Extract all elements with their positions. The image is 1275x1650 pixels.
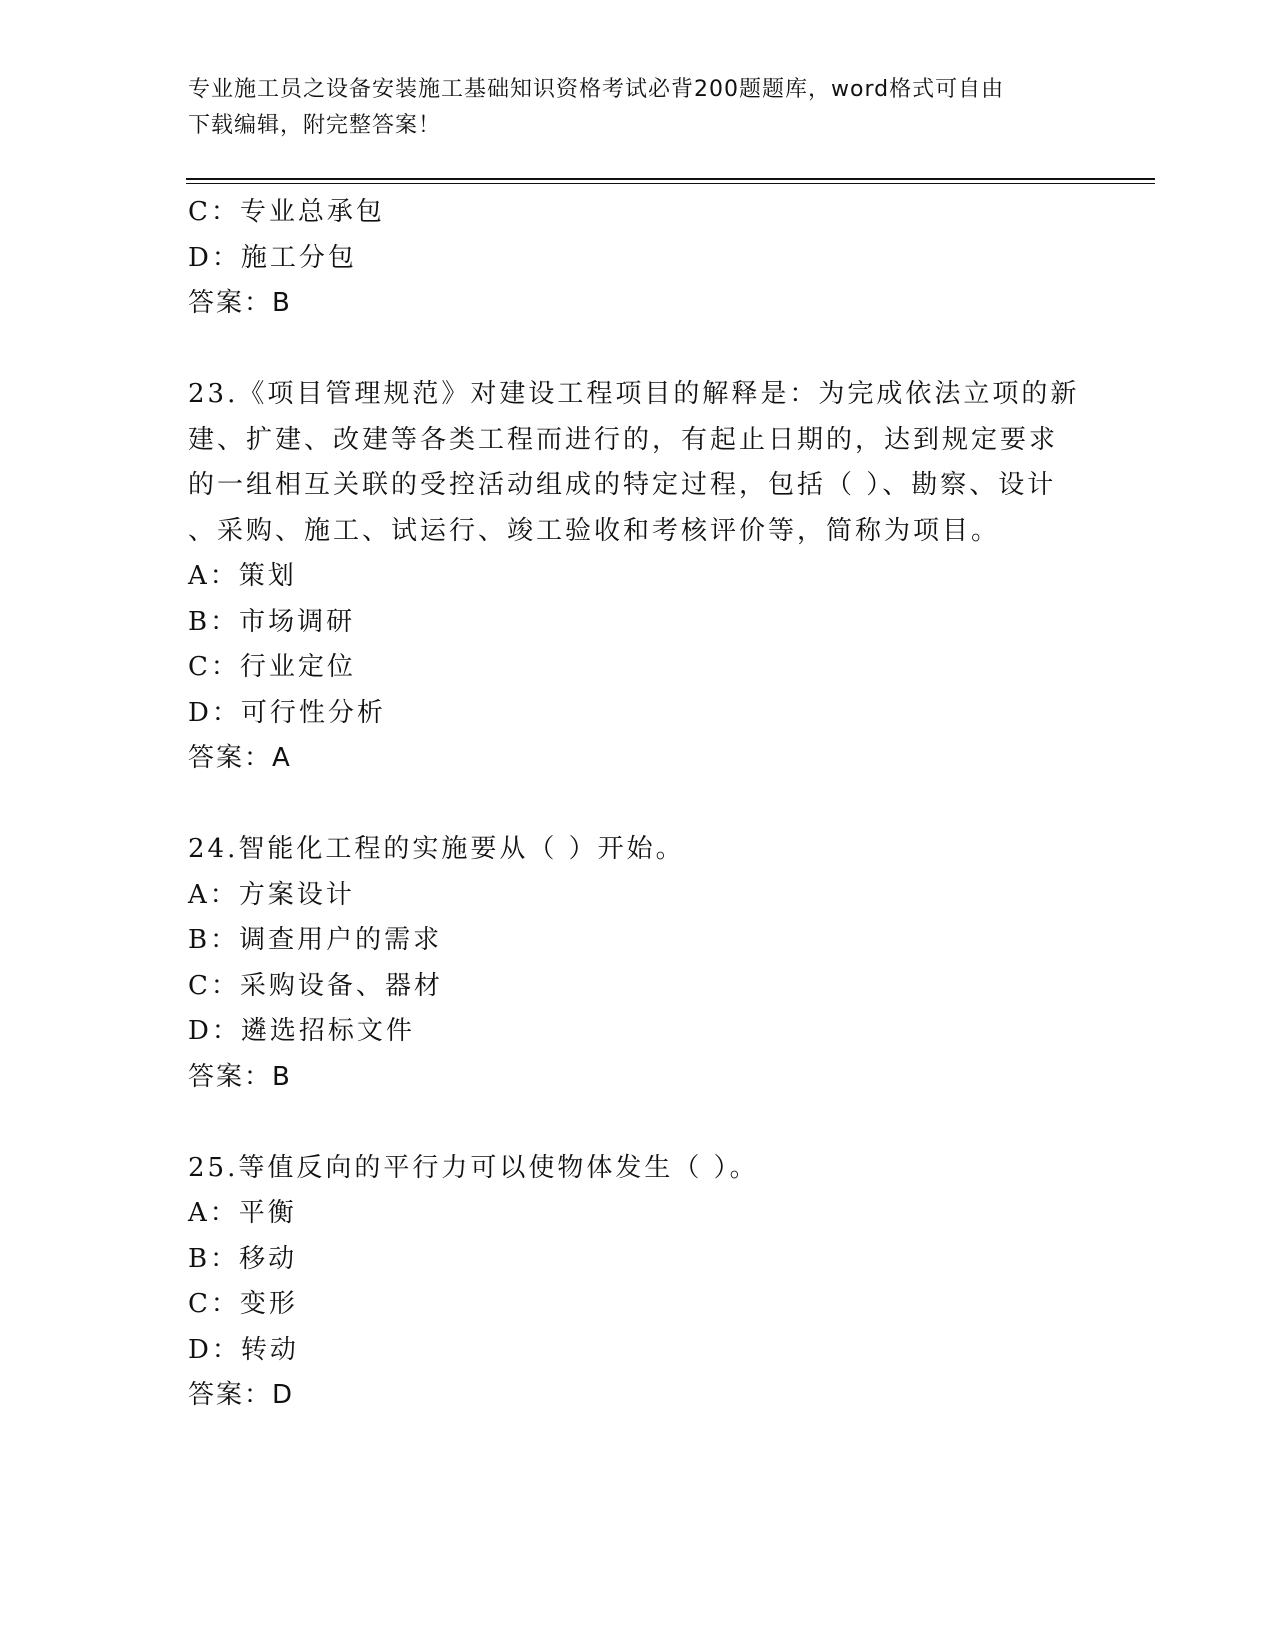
question-stem-line: 的一组相互关联的受控活动组成的特定过程，包括（ ）、勘察、设计	[188, 470, 1057, 500]
header-line-1: 专业施工员之设备安装施工基础知识资格考试必背200题题库，word格式可自由	[188, 77, 1005, 102]
option-d: D：转动	[188, 1334, 299, 1365]
question-spacer	[188, 782, 1088, 828]
answer-line: 答案：D	[188, 1380, 295, 1410]
header-rule-thick	[186, 178, 1155, 180]
question-23	[188, 372, 1088, 782]
question-stem-line: 、采购、施工、试运行、竣工验收和考核评价等，简称为项目。	[188, 515, 1001, 546]
question-24	[188, 827, 1088, 1100]
option-d: D：可行性分析	[188, 697, 386, 728]
option-c: C：采购设备、器材	[188, 970, 443, 1001]
document-header	[188, 72, 1088, 144]
option-b: B：移动	[188, 1243, 298, 1274]
option-c: C：行业定位	[188, 652, 356, 682]
answer-line: 答案：B	[188, 1061, 292, 1092]
question-stem: 25.等值反向的平行力可以使物体发生（ ）。	[188, 1152, 759, 1183]
question-stem-line: 23.《项目管理规范》对建设工程项目的解释是：为完成依法立项的新	[188, 379, 1080, 409]
question-spacer	[188, 1100, 1088, 1146]
option-c: C：专业总承包	[188, 197, 385, 227]
question-stem: 24.智能化工程的实施要从（ ）开始。	[188, 834, 685, 864]
answer-line: 答案：A	[188, 743, 292, 773]
answer-line: 答案：B	[188, 288, 292, 318]
question-25	[188, 1146, 1088, 1419]
option-c: C：变形	[188, 1289, 298, 1319]
option-a: A：方案设计	[188, 879, 355, 910]
question-22	[188, 190, 1088, 327]
question-list	[188, 190, 1088, 1419]
option-d: D：遴选招标文件	[188, 1016, 415, 1046]
option-b: B：市场调研	[188, 606, 356, 637]
option-d: D：施工分包	[188, 242, 357, 273]
header-rule-thin	[186, 183, 1155, 184]
question-stem-line: 建、扩建、改建等各类工程而进行的，有起止日期的，达到规定要求	[188, 424, 1059, 455]
option-a: A：策划	[188, 561, 297, 591]
option-a: A：平衡	[188, 1198, 297, 1228]
option-b: B：调查用户的需求	[188, 925, 443, 955]
header-line-2: 下载编辑，附完整答案！	[188, 113, 442, 138]
question-spacer	[188, 327, 1088, 373]
